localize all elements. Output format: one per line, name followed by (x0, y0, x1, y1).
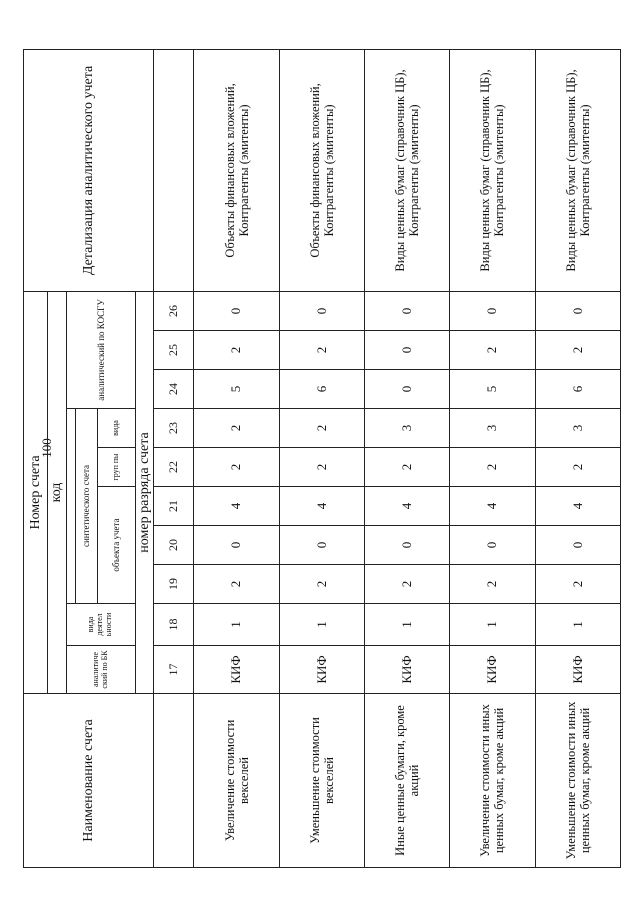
table-row (365, 49, 450, 867)
cell-digit-24: 0 (365, 370, 450, 409)
cell-analytic-bk: КИФ (365, 646, 450, 694)
header-code: код (48, 291, 67, 693)
header-name-digits-blank (154, 694, 194, 868)
cell-activity-type: 1 (194, 604, 279, 646)
cell-digit-19: 2 (194, 565, 279, 604)
cell-digit-21: 4 (365, 487, 450, 526)
cell-digit-25: 2 (535, 331, 620, 370)
cell-digit-20: 0 (535, 526, 620, 565)
cell-analytic-bk: КИФ (279, 646, 364, 694)
cell-analytic-bk: КИФ (535, 646, 620, 694)
header-digit-24: 24 (154, 370, 194, 409)
cell-digit-20: 0 (450, 526, 535, 565)
cell-digit-24: 5 (450, 370, 535, 409)
header-detail: Детализация аналитического учета (24, 49, 154, 291)
header-digit-18: 18 (154, 604, 194, 646)
cell-digit-20: 0 (279, 526, 364, 565)
header-analytic-bk: аналитиче ский по БК (66, 646, 135, 694)
row-detail: Виды ценных бумаг (справочник ЦБ), Контрагенты (эмитенты) (535, 49, 620, 291)
header-digit-22: 22 (154, 448, 194, 487)
row-account-name: Иные ценные бумаги, кроме акций (365, 694, 450, 868)
cell-digit-22: 2 (535, 448, 620, 487)
header-digit-number: номер разряда счета (135, 291, 154, 693)
cell-digit-20: 0 (194, 526, 279, 565)
header-digit-20: 20 (154, 526, 194, 565)
cell-digit-19: 2 (365, 565, 450, 604)
cell-digit-25: 2 (194, 331, 279, 370)
cell-digit-21: 4 (194, 487, 279, 526)
header-synthetic: синтетического счета (75, 409, 97, 604)
header-digit-26: 26 (154, 291, 194, 330)
cell-activity-type: 1 (279, 604, 364, 646)
cell-activity-type: 1 (365, 604, 450, 646)
header-group: груп пы (97, 448, 135, 487)
row-detail: Виды ценных бумаг (справочник ЦБ), Контрагенты (эмитенты) (365, 49, 450, 291)
cell-digit-19: 2 (535, 565, 620, 604)
cell-digit-23: 3 (365, 409, 450, 448)
cell-digit-21: 4 (450, 487, 535, 526)
header-synthetic-spacer (66, 409, 75, 604)
table-row (450, 49, 535, 867)
cell-digit-26: 0 (365, 291, 450, 330)
row-account-name: Уменьшение стоимости иных ценных бумаг, кроме акций (535, 694, 620, 868)
cell-digit-25: 2 (279, 331, 364, 370)
cell-digit-24: 5 (194, 370, 279, 409)
cell-digit-23: 2 (194, 409, 279, 448)
accounts-table (23, 49, 621, 868)
cell-activity-type: 1 (535, 604, 620, 646)
header-activity-type: вида деятел ьности (66, 604, 135, 646)
table-row (194, 49, 279, 867)
row-account-name: Увеличение стоимости векселей (194, 694, 279, 868)
cell-digit-23: 3 (535, 409, 620, 448)
header-digit-17: 17 (154, 646, 194, 694)
cell-digit-19: 2 (279, 565, 364, 604)
cell-digit-26: 0 (194, 291, 279, 330)
cell-digit-23: 3 (450, 409, 535, 448)
page-number: 100 (39, 438, 54, 458)
table-row (535, 49, 620, 867)
cell-digit-20: 0 (365, 526, 450, 565)
row-account-name: Уменьшение стоимости векселей (279, 694, 364, 868)
header-account-number: Номер счета (24, 291, 48, 693)
header-digit-25: 25 (154, 331, 194, 370)
cell-digit-22: 2 (365, 448, 450, 487)
cell-digit-25: 0 (365, 331, 450, 370)
cell-analytic-bk: КИФ (194, 646, 279, 694)
cell-digit-22: 2 (450, 448, 535, 487)
row-detail: Объекты финансовых вложений, Контрагенты (эмитенты) (279, 49, 364, 291)
row-account-name: Увеличение стоимости иных ценных бумаг, кроме акций (450, 694, 535, 868)
cell-digit-24: 6 (535, 370, 620, 409)
cell-analytic-bk: КИФ (450, 646, 535, 694)
rotated-table-wrapper (23, 50, 621, 868)
cell-digit-24: 6 (279, 370, 364, 409)
table-row (279, 49, 364, 867)
cell-digit-22: 2 (194, 448, 279, 487)
header-accounting-object: объекта учета (97, 487, 135, 604)
cell-digit-26: 0 (279, 291, 364, 330)
row-detail: Виды ценных бумаг (справочник ЦБ), Контрагенты (эмитенты) (450, 49, 535, 291)
cell-digit-25: 2 (450, 331, 535, 370)
cell-digit-21: 4 (535, 487, 620, 526)
cell-activity-type: 1 (450, 604, 535, 646)
header-analytic-kosgu: аналитический по КОСГУ (66, 291, 135, 408)
cell-digit-23: 2 (279, 409, 364, 448)
header-detail-digits-blank (154, 49, 194, 291)
cell-digit-19: 2 (450, 565, 535, 604)
header-account-name: Наименование счета (24, 694, 154, 868)
cell-digit-21: 4 (279, 487, 364, 526)
header-kind: вида (97, 409, 135, 448)
cell-digit-22: 2 (279, 448, 364, 487)
header-digit-23: 23 (154, 409, 194, 448)
row-detail: Объекты финансовых вложений, Контрагенты (эмитенты) (194, 49, 279, 291)
cell-digit-26: 0 (450, 291, 535, 330)
cell-digit-26: 0 (535, 291, 620, 330)
header-digit-21: 21 (154, 487, 194, 526)
header-digit-19: 19 (154, 565, 194, 604)
